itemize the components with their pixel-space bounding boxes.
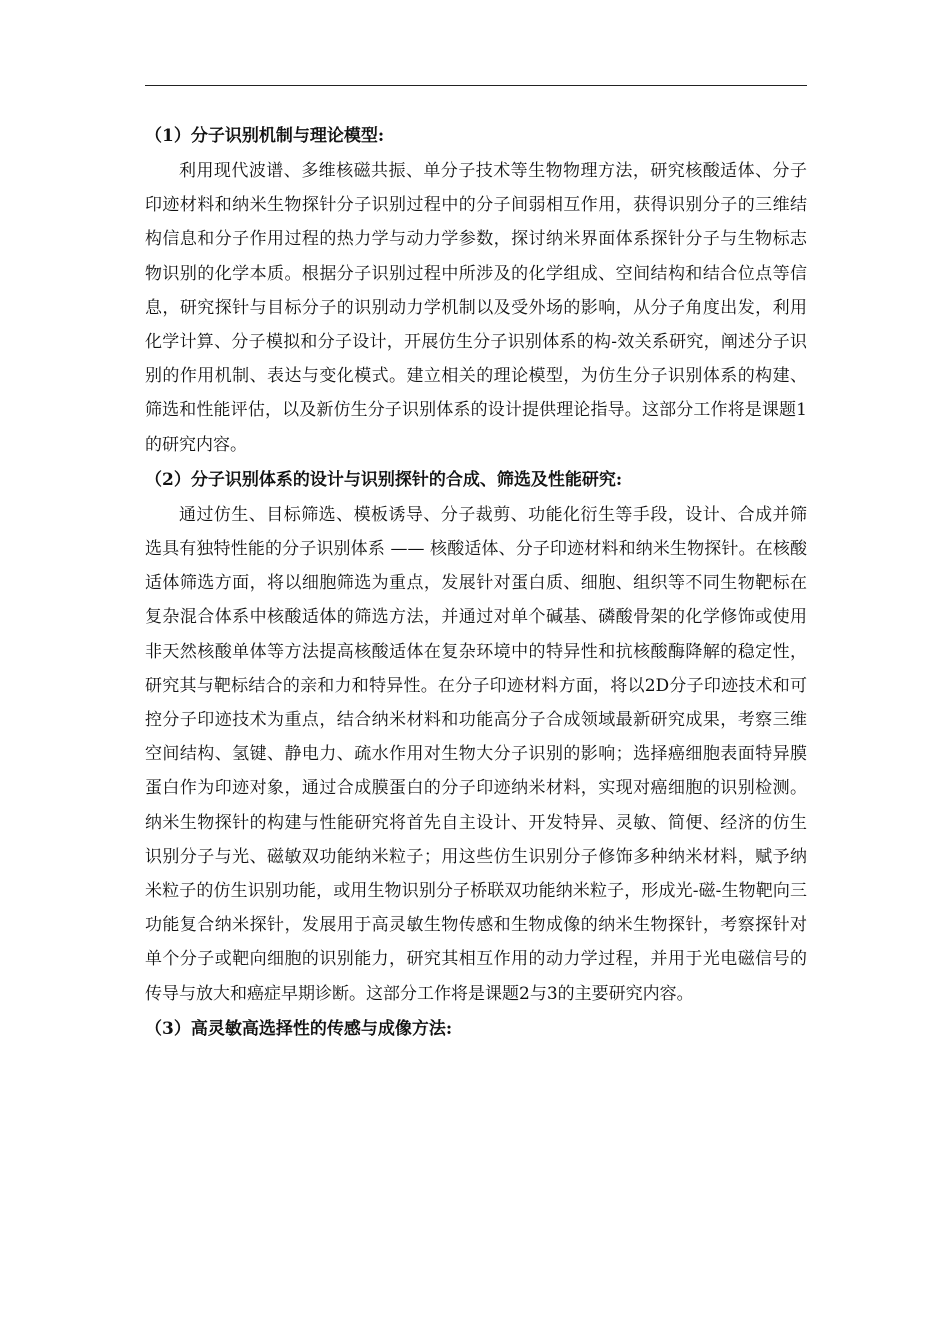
section-paragraph-2: 通过仿生、目标筛选、模板诱导、分子裁剪、功能化衍生等手段，设计、合成并筛选具有独特性能的分子识别体系 —— 核酸适体、分子印迹材料和纳米生物探针。在核酸适体筛选方面，将以细胞筛选为重点，发展针对蛋白质、细胞、组织等不同生物靶标在复杂混合体系中核酸适体的筛选方法，并通过对单个碱基、磷酸骨架的化学修饰或使用非天然核酸单体等方法提高核酸适体在复杂环境中的特异性和抗核酸酶降解的稳定性，研究其与靶标结合的亲和力和特异性。在分子印迹材料方面，将以2D分子印迹技术和可控分子印迹技术为重点，结合纳米材料和功能高分子合成领域最新研究成果，考察三维空间结构、氢键、静电力、疏水作用对生物大分子识别的影响；选择癌细胞表面特异膜蛋白作为印迹对象，通过合成膜蛋白的分子印迹纳米材料，实现对癌细胞的识别检测。纳米生物探针的构建与性能研究将首先自主设计、开发特异、灵敏、简便、经济的仿生识别分子与光、磁敏双功能纳米粒子；用这些仿生识别分子修饰多种纳米材料，赋予纳米粒子的仿生识别功能，或用生物识别分子桥联双功能纳米粒子，形成光-磁-生物靶向三功能复合纳米探针，发展用于高灵敏生物传感和生物成像的纳米生物探针，考察探针对单个分子或靶向细胞的识别能力，研究其相互作用的动力学过程，并用于光电磁信号的传导与放大和癌症早期诊断。这部分工作将是课题2与3的主要研究内容。 (145, 504, 807, 1004)
section-heading-3: （3）高灵敏高选择性的传感与成像方法: (145, 1018, 453, 1039)
section-heading-2: （2）分子识别体系的设计与识别探针的合成、筛选及性能研究: (145, 469, 623, 490)
header-rule (145, 85, 807, 86)
section-heading-1: （1）分子识别机制与理论模型: (145, 126, 385, 146)
document-body (145, 118, 807, 1047)
section-paragraph-1: 利用现代波谱、多维核磁共振、单分子技术等生物物理方法，研究核酸适体、分子印迹材料和纳米生物探针分子识别过程中的分子间弱相互作用，获得识别分子的三维结构信息和分子作用过程的热力学与动力学参数，探讨纳米界面体系探针分子与生物标志物识别的化学本质。根据分子识别过程中所涉及的化学组成、空间结构和结合位点等信息，研究探针与目标分子的识别动力学机制以及受外场的影响，从分子角度出发，利用化学计算、分子模拟和分子设计，开展仿生分子识别体系的构-效关系研究，阐述分子识别的作用机制、表达与变化模式。建立相关的理论模型，为仿生分子识别体系的构建、筛选和性能评估，以及新仿生分子识别体系的设计提供理论指导。这部分工作将是课题1的研究内容。 (145, 161, 807, 455)
